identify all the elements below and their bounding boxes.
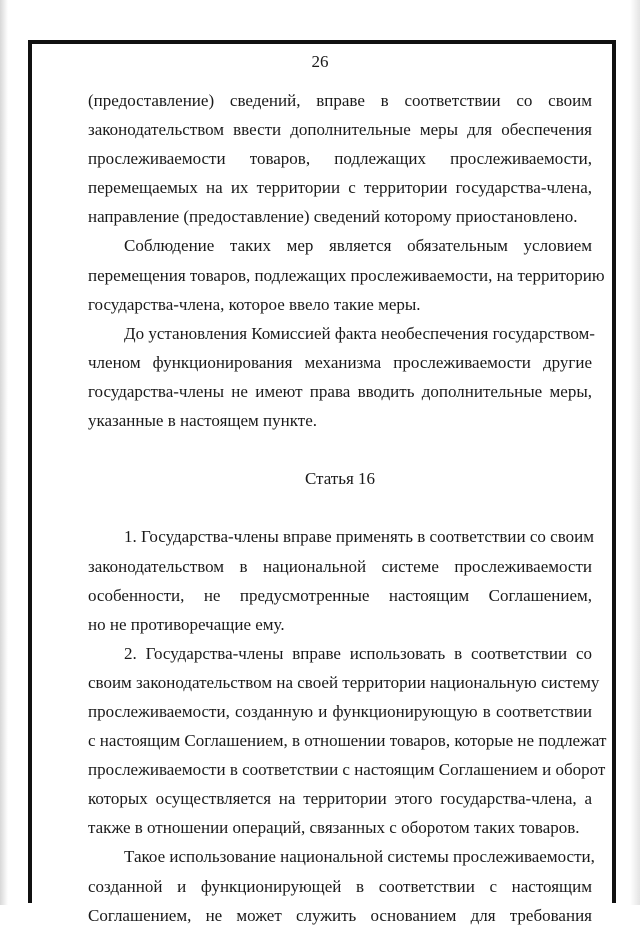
text-line: прослеживаемости, созданную и функционирующую в соответствии [88, 701, 592, 721]
text-line: с настоящим Соглашением, в отношении товаров, которые не подлежат [88, 731, 607, 751]
text-line: государства-члены не имеют права вводить дополнительные меры, [88, 381, 592, 401]
text-line: также в отношении операций, связанных с оборотом таких товаров. [88, 818, 580, 838]
text-line: законодательством в национальной системе прослеживаемости [88, 556, 592, 576]
text-line: созданной и функционирующей в соответствии с настоящим [88, 876, 592, 896]
text-line: направление (предоставление) сведений которому приостановлено. [88, 207, 578, 227]
text-line: особенности, не предусмотренные настоящим Соглашением, [88, 585, 592, 605]
text-line: 1. Государства-члены вправе применять в соответствии со своим [124, 527, 594, 547]
text-line: законодательством ввести дополнительные меры для обеспечения [88, 120, 592, 140]
scan-shadow-right [630, 0, 640, 905]
text-line: членом функционирования механизма прослеживаемости другие [88, 352, 592, 372]
scan-shadow-left [0, 0, 8, 905]
text-line: перемещаемых на их территории с территории государства-члена, [88, 178, 592, 198]
text-line: Такое использование национальной системы прослеживаемости, [124, 847, 595, 867]
text-line: указанные в настоящем пункте. [88, 411, 317, 431]
text-line: своим законодательством на своей территории национальную систему [88, 672, 600, 692]
text-line: Соблюдение таких мер является обязательным условием [124, 236, 592, 256]
text-line: перемещения товаров, подлежащих прослеживаемости, на территорию [88, 265, 605, 285]
text-line: но не противоречащие ему. [88, 614, 285, 634]
blank-line [88, 493, 592, 522]
text-line: До установления Комиссией факта необеспечения государством- [124, 323, 595, 343]
text-line: Соглашением, не может служить основанием для требования [88, 905, 592, 925]
text-line: государства-члена, которое ввело такие меры. [88, 294, 421, 314]
text-line: (предоставление) сведений, вправе в соответствии со своим [88, 91, 592, 110]
text-line: прослеживаемости товаров, подлежащих прослеживаемости, [88, 149, 592, 169]
text-line: которых осуществляется на территории этого государства-члена, а [88, 789, 592, 809]
article-heading: Статья 16 [304, 469, 376, 489]
text-line: 2. Государства-члены вправе использовать в соответствии со [124, 643, 592, 663]
page-number: 26 [311, 52, 329, 71]
text-line: прослеживаемости в соответствии с настоящим Соглашением и оборот [88, 760, 606, 780]
blank-line [88, 435, 592, 464]
document-body [88, 86, 607, 930]
